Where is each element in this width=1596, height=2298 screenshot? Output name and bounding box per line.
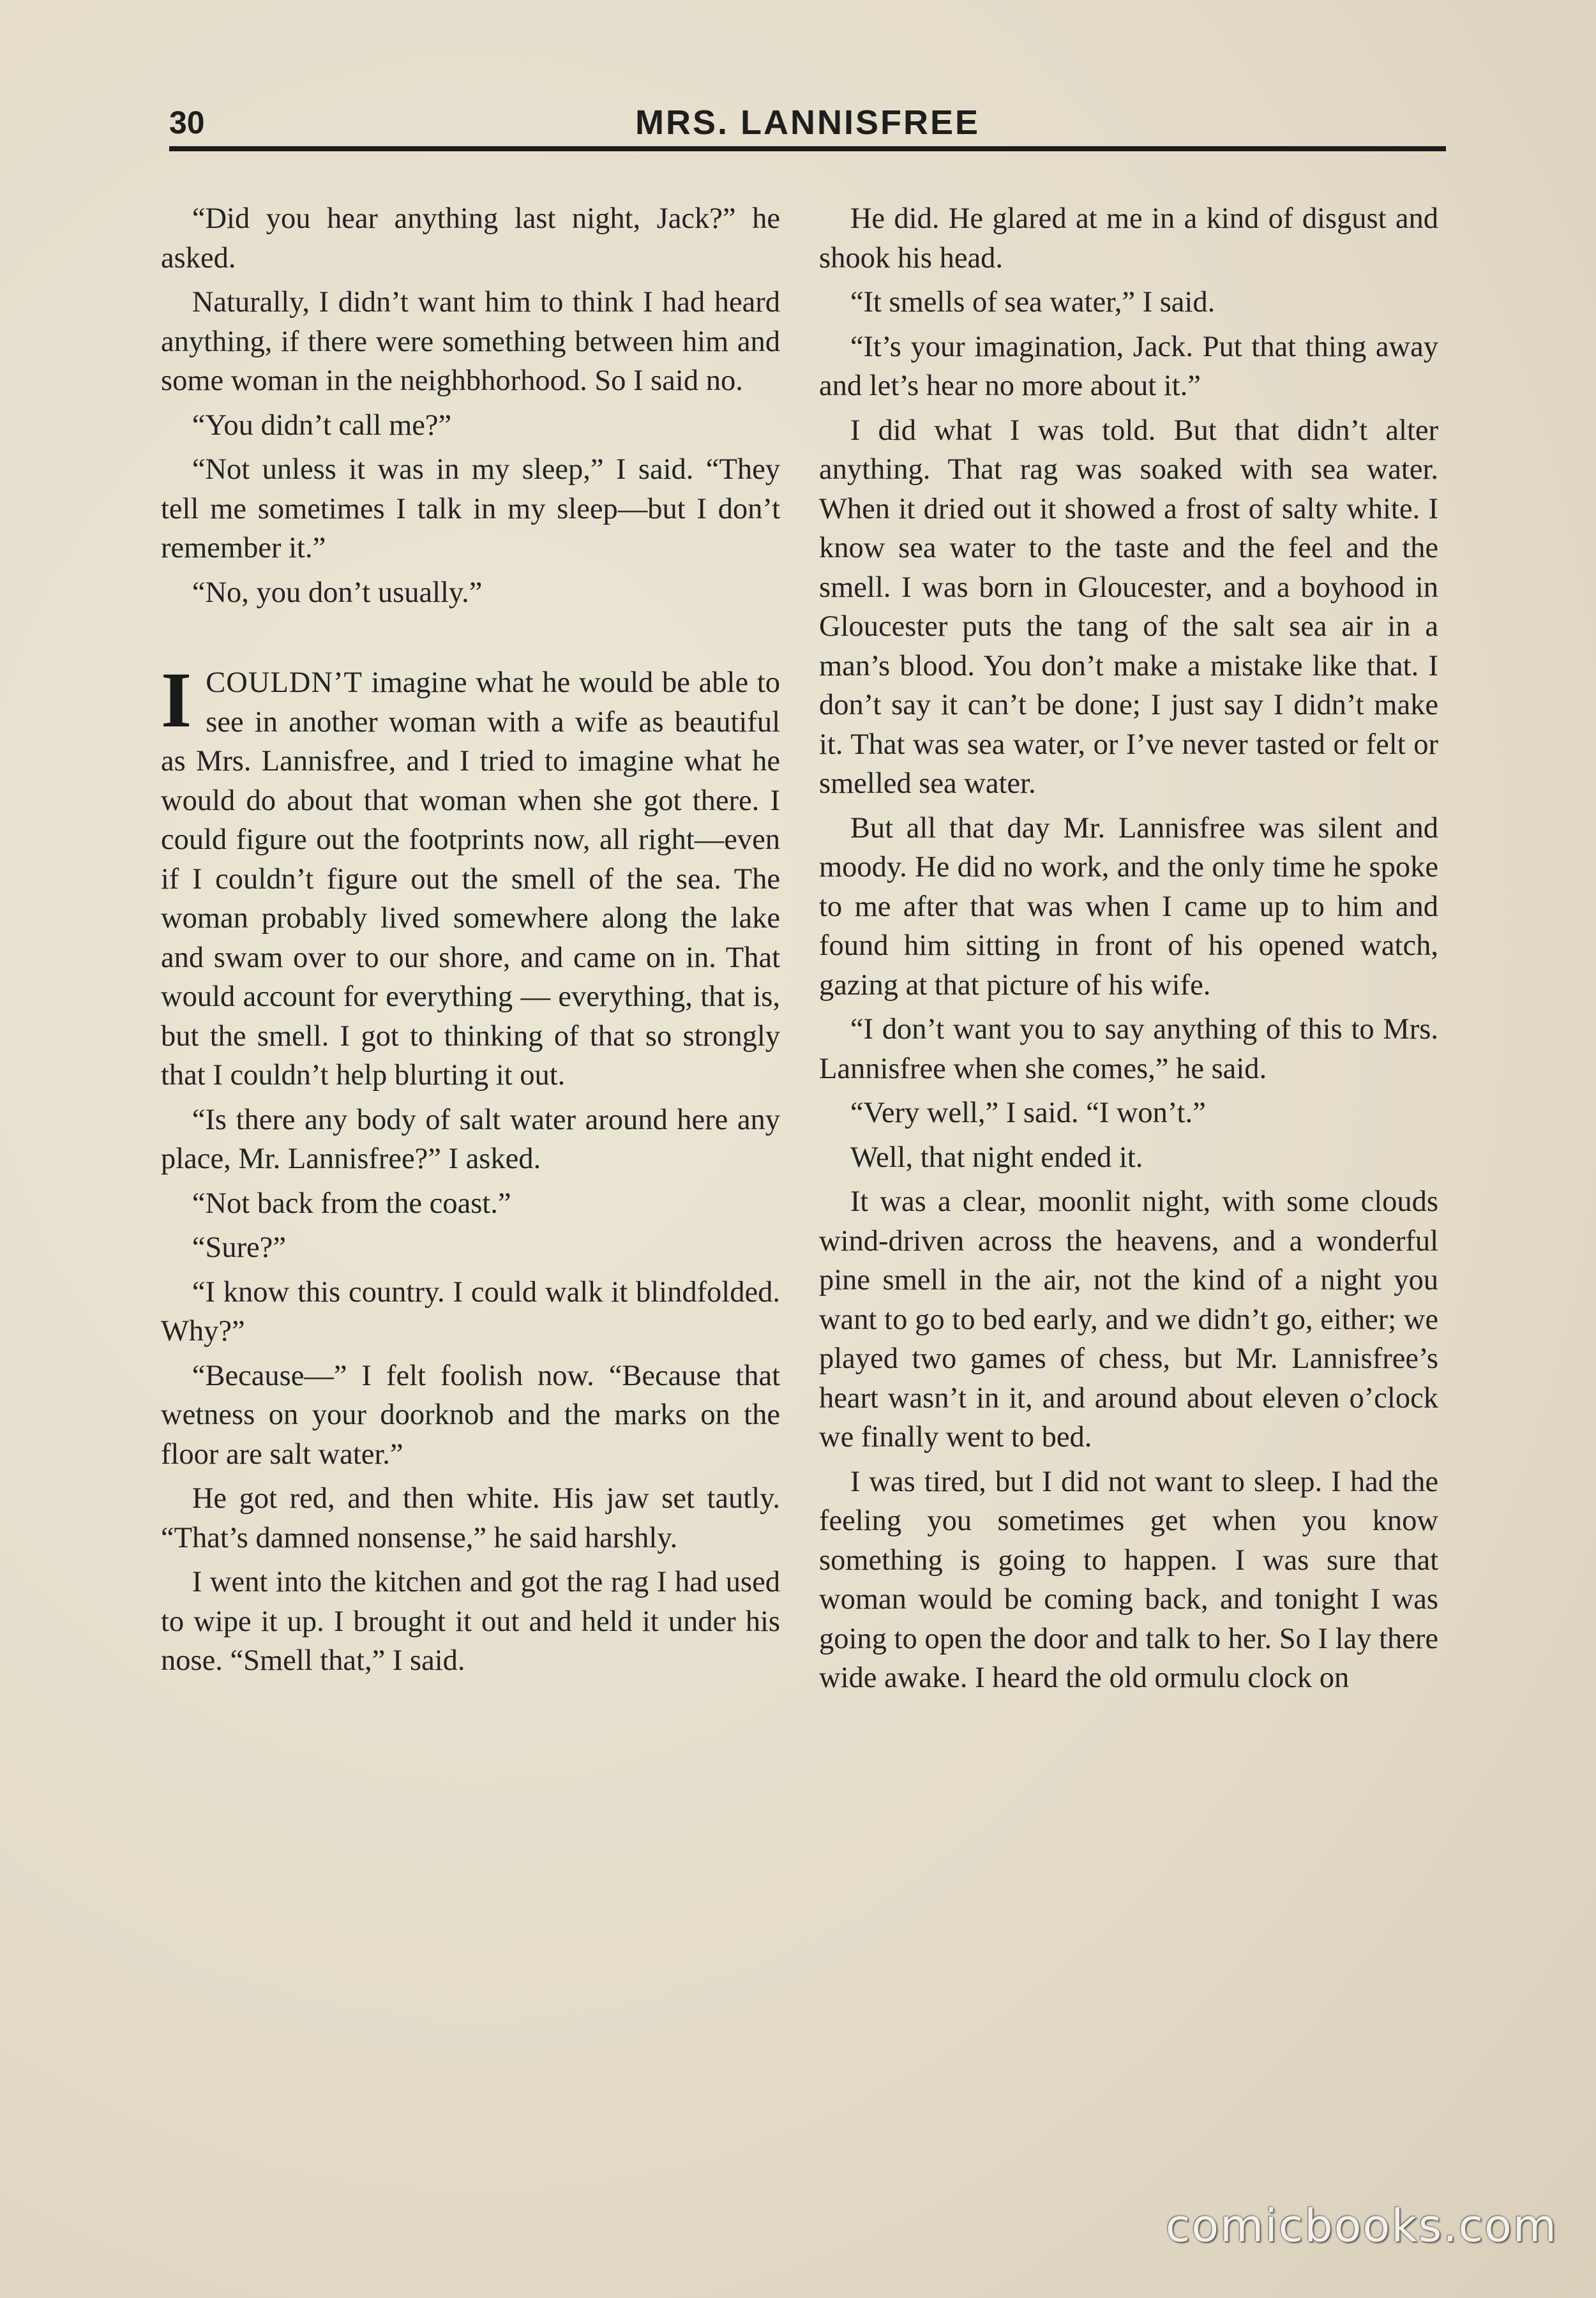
paragraph: “I know this country. I could walk it blindfolded. Why?” (161, 1275, 780, 1348)
paragraph-text: imagine what he would be able to see in another woman with a wife as beautiful as Mrs. Lannisfree, and I tried to imagine what he would do about that woman when she got there. I could figure out the footprints now, all right—even if I couldn’t figure out the smell of the sea. The woman probably lived somewhere along the lake and swam over to our shore, and came on in. That would account for everything — everything, that is, but the smell. I got to thinking of that so strongly that I couldn’t help blurting it out. (161, 666, 781, 1092)
paragraph: He did. He glared at me in a kind of disgust and shook his head. (819, 202, 1438, 274)
paragraph: I was tired, but I did not want to sleep. I had the feeling you sometimes get when you know something is going to happen. I was sure that woman would be coming back, and tonight I was going to open the door and talk to her. So I lay there wide awake. I heard the old ormulu clock on (819, 1465, 1438, 1694)
paragraph: “Very well,” I said. “I won’t.” (850, 1097, 1206, 1129)
paragraph: Well, that night ended it. (850, 1141, 1143, 1174)
paragraph: Naturally, I didn’t want him to think I had heard anything, if there were something between him and some woman in the neighbhorhood. So I said no. (161, 286, 780, 397)
paragraph: “You didn’t call me?” (192, 409, 452, 442)
header-rule (169, 146, 1446, 151)
drop-cap-lead-word: COULDN’T (206, 666, 363, 699)
drop-cap-paragraph (161, 656, 781, 1095)
paragraph: “I don’t want you to say anything of this to Mrs. Lannisfree when she comes,” he said. (819, 1013, 1438, 1085)
paragraph: “Is there any body of salt water around here any place, Mr. Lannisfree?” I asked. (161, 1103, 780, 1175)
paragraph: But all that day Mr. Lannisfree was silent and moody. He did no work, and the only time he spoke to me after that was when I came up to him and found him sitting in front of his opened watch, gazing at that picture of his wife. (819, 811, 1438, 1002)
paragraph: “No, you don’t usually.” (192, 576, 483, 609)
paragraph: It was a clear, moonlit night, with some clouds wind-driven across the heavens, and a wonderful pine smell in the air, not the kind of a night you want to go to bed early, and we didn’t go, either; we played two games of chess, but Mr. Lannisfree’s heart wasn’t in it, and around about eleven o’clock we finally went to bed. (819, 1185, 1438, 1453)
paragraph: “Because—” I felt foolish now. “Because that wetness on your doorknob and the marks on the floor are salt water.” (161, 1359, 780, 1471)
paragraph: “It’s your imagination, Jack. Put that thing away and let’s hear no more about it.” (819, 330, 1438, 402)
paragraph: I did what I was told. But that didn’t alter anything. That rag was soaked with sea water. When it dried out it showed a frost of salty white. I know sea water to the taste and the feel and the smell. I was born in Gloucester, and a boyhood in Gloucester puts the tang of the salt sea air in a man’s blood. You don’t make a mistake like that. I don’t say it can’t be done; I just say I didn’t make it. That was sea water, or I’ve never tasted or felt or smelled sea water. (819, 414, 1438, 800)
paragraph: He got red, and then white. His jaw set tautly. “That’s damned nonsense,” he said harshly. (161, 1482, 780, 1554)
left-column (161, 199, 780, 1686)
right-column (819, 199, 1438, 1703)
paragraph: “Sure?” (192, 1231, 286, 1264)
paragraph: “It smells of sea water,” I said. (850, 286, 1216, 319)
paragraph: “Not unless it was in my sleep,” I said. “They tell me sometimes I talk in my sleep—but I don’t remember it.” (161, 453, 780, 564)
page-number: 30 (169, 105, 205, 140)
page-header (169, 99, 1446, 144)
watermark: comicbooks.com (1165, 2200, 1558, 2252)
paragraph: “Not back from the coast.” (192, 1187, 511, 1220)
running-title: MRS. LANNISFREE (635, 103, 981, 142)
paragraph: “Did you hear anything last night, Jack?” he asked. (161, 202, 780, 274)
drop-cap-letter: I (161, 656, 192, 744)
paragraph: I went into the kitchen and got the rag I had used to wipe it up. I brought it out and held it under his nose. “Smell that,” I said. (161, 1566, 780, 1677)
